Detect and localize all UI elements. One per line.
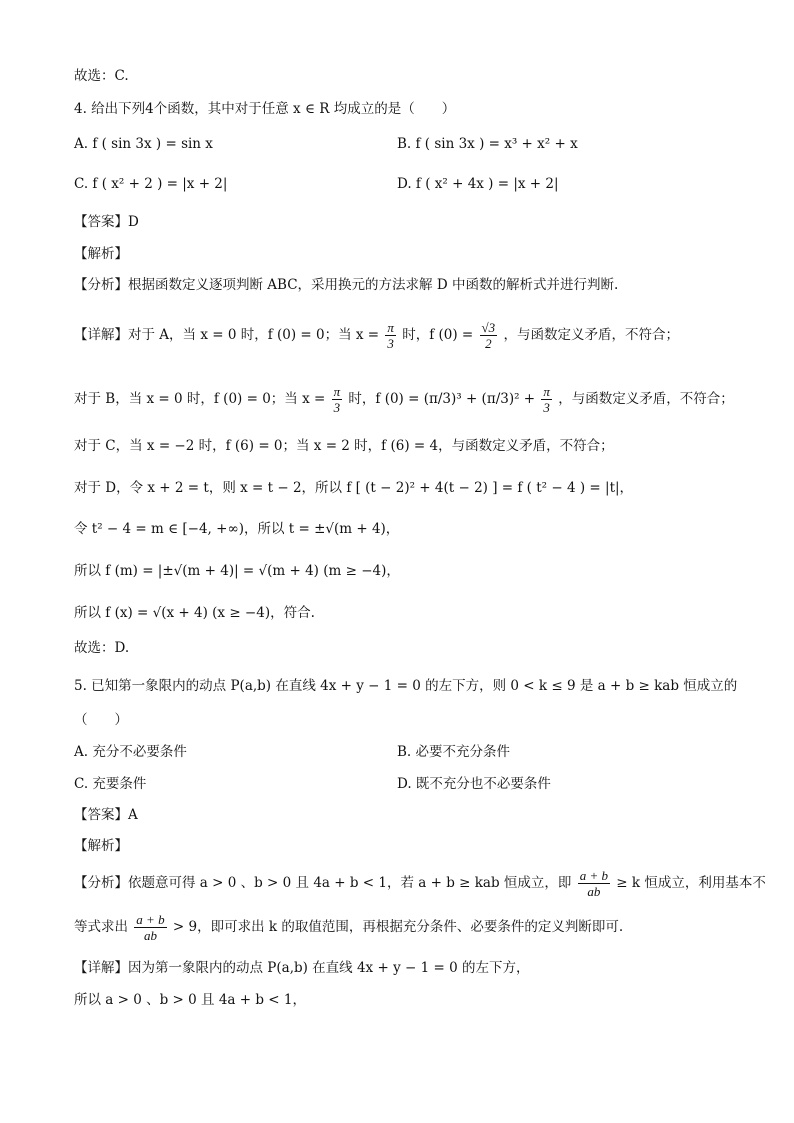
q4-answer: 【答案】D: [74, 214, 139, 230]
frac-num: a + b: [579, 868, 608, 883]
q4-jiexi-heading: 【解析】: [74, 246, 128, 262]
frac-num: π: [543, 384, 550, 399]
question-4-stem: 4. 给出下列4个函数，其中对于任意 x ∈ R 均成立的是（ ）: [74, 101, 456, 117]
q4-option-a: A. f ( sin 3x ) = sin x: [74, 136, 213, 152]
q4-detail-b-pre: 对于 B，当 x = 0 时，f (0) = 0；当 x =: [74, 391, 326, 407]
q5-answer: 【答案】A: [74, 807, 138, 823]
q5-detail-2: 所以 a > 0 、b > 0 且 4a + b < 1，: [74, 992, 306, 1008]
q4-final-choice: 故选：D.: [74, 640, 130, 656]
fraction-sqrt3-over-2: [480, 320, 498, 351]
frac-num: √3: [481, 320, 496, 335]
q4-detail-d-1: 对于 D，令 x + 2 = t，则 x = t − 2，所以 f [ (t − 2)² + 4(t − 2) ] = f ( t² − 4 ) = |t|，: [74, 480, 634, 496]
q5-option-b: B. 必要不充分条件: [397, 744, 511, 760]
frac-num: π: [387, 320, 394, 335]
q4-detail-a-mid: 时，f (0) =: [402, 327, 474, 343]
q4-detail-a-post: ，与函数定义矛盾，不符合；: [503, 327, 679, 343]
frac-num: π: [333, 384, 341, 399]
frac-den: 3: [543, 400, 550, 415]
q5-analysis-2-post: > 9，即可求出 k 的取值范围，再根据充分条件、必要条件的定义判断即可.: [172, 919, 624, 935]
q4-detail-a: [74, 320, 679, 351]
q4-option-b: B. f ( sin 3x ) = x³ + x² + x: [397, 136, 578, 152]
q5-analysis-1-pre: 【分析】依题意可得 a > 0 、b > 0 且 4a + b < 1，若 a + b ≥ kab 恒成立，即: [74, 875, 572, 891]
q4-detail-b: [74, 384, 734, 415]
q4-detail-d-2: 令 t² − 4 = m ∈ [−4, +∞)，所以 t = ±√(m + 4)，: [74, 521, 400, 537]
q5-option-d: D. 既不充分也不必要条件: [397, 776, 551, 792]
fraction-apb-over-ab: [578, 868, 610, 899]
q5-analysis-2-pre: 等式求出: [74, 919, 128, 935]
question-5-stem: 5. 已知第一象限内的动点 P(a,b) 在直线 4x + y − 1 = 0 的左下方，则 0 < k ≤ 9 是 a + b ≥ kab 恒成立的: [74, 678, 738, 694]
q5-detail-1: 【详解】因为第一象限内的动点 P(a,b) 在直线 4x + y − 1 = 0 的左下方，: [74, 960, 530, 976]
fraction-apb-over-ab: [134, 912, 166, 943]
frac-den: 3: [387, 336, 394, 351]
q4-detail-a-pre: 【详解】对于 A，当 x = 0 时，f (0) = 0；当 x =: [74, 327, 380, 343]
q5-analysis-2: [74, 912, 623, 943]
frac-den: 2: [485, 336, 492, 351]
q5-jiexi-heading: 【解析】: [74, 838, 128, 854]
q4-detail-b-mid: 时，f (0) = (π/3)³ + (π/3)² +: [348, 391, 536, 407]
fraction-pi-over-3: [332, 384, 343, 415]
question-5-paren: （ ）: [74, 712, 128, 728]
frac-num: a + b: [136, 912, 165, 927]
q5-analysis-1: [74, 868, 766, 899]
q5-analysis-1-post: ≥ k 恒成立，利用基本不: [616, 875, 766, 891]
q5-option-a: A. 充分不必要条件: [74, 744, 187, 760]
q4-analysis: 【分析】根据函数定义逐项判断 ABC，采用换元的方法求解 D 中函数的解析式并进行判断.: [74, 277, 619, 293]
answer-choice-prev: 故选：C.: [74, 68, 129, 84]
fraction-pi-over-3: [385, 320, 396, 351]
q4-detail-d-4: 所以 f (x) = √(x + 4) (x ≥ −4)，符合.: [74, 605, 315, 621]
q5-option-c: C. 充要条件: [74, 776, 147, 792]
frac-den: ab: [587, 884, 601, 899]
q4-option-d: D. f ( x² + 4x ) = |x + 2|: [397, 176, 559, 192]
q4-detail-b-post: ，与函数定义矛盾，不符合；: [558, 391, 734, 407]
frac-den: 3: [333, 400, 341, 415]
q4-option-c: C. f ( x² + 2 ) = |x + 2|: [74, 176, 228, 192]
fraction-pi-over-3: [541, 384, 552, 415]
frac-den: ab: [143, 928, 157, 943]
q4-detail-c: 对于 C，当 x = −2 时，f (6) = 0；当 x = 2 时，f (6) = 4，与函数定义矛盾，不符合；: [74, 438, 614, 454]
q4-detail-d-3: 所以 f (m) = |±√(m + 4)| = √(m + 4) (m ≥ −4)，: [74, 563, 400, 579]
